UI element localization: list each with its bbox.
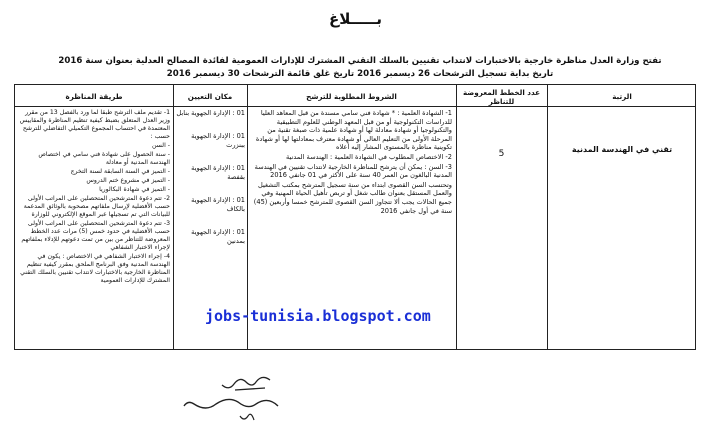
- notice-line-2: تاريخ بداية تسجيل الترشحات 26 ديسمبر 2016 تاريخ غلق قائمة الترشحات 30 ديسمبر 2016: [166, 69, 554, 79]
- condition-age: 3- السن : يمكن أن يترشح للمناظرة الخارجية لانتداب تقنيين في الهندسة المدنية البالغون من العمر 40 سنة على الأكثر في 01 جانفي 2016: [254, 162, 452, 180]
- method-criterion: - السن: [151, 142, 170, 149]
- header-grade: الرتبة: [612, 92, 632, 101]
- notice-title: بـــــلاغ: [329, 10, 382, 28]
- method-criterion: - التميز في مشروع ختم الدروس: [86, 177, 170, 184]
- location-bizerte: 01 : الإدارة الجهوية ببنزرت: [191, 132, 245, 149]
- grade-value: تقني في الهندسة المدنية: [571, 145, 673, 154]
- method-criterion: - التميز في السنة السابقة لسنة التخرج: [70, 168, 170, 175]
- location-nabeul: 01 : الإدارة الجهوية بنابل: [176, 109, 245, 117]
- location-medenine: 01 : الإدارة الجهوية بمدنين: [191, 228, 245, 245]
- condition-age-extension: وتحتسب السن القصوى ابتداء من سنة تسجيل المترشح بمكتب التشغيل والعمل المستقل بعنوان طالب شغل أو تربص تأهيل الحياة المهنية وفي جميع الحالات يجب ألا تتجاوز السن القصوى للمترشح خمسا وأربعين (45) سنة في أول جانفي 2016: [253, 180, 452, 215]
- location-gafsa: 01 : الإدارة الجهوية بقفصة: [191, 164, 245, 181]
- column-divider: [456, 85, 457, 349]
- method-step-2: 2- تتم دعوة المترشحين المتحصلين على المراتب الأولى حسب الأفضلية لإرسال ملفاتهم مصحوبة بالوثائق المدعمة للبيانات التي تم تسجيلها عبر الموقع الإلكتروني للوزارة: [23, 195, 170, 218]
- signature-icon: [170, 368, 290, 428]
- method-step-1: 1- تقديم ملف الترشح طبقا لما ورد بالفصل 13 من مقرر وزير العدل المتعلق بضبط كيفية تنظيم المناظرة والمقاييس المعتمدة في احتساب المجموع التكميلي التفاضلي للترشح حسب :: [19, 109, 170, 140]
- column-divider: [547, 85, 548, 349]
- condition-diploma: 1- الشهادة العلمية : * شهادة فني سامي مسندة من قبل المعاهد العليا للدراسات التكنولوجية أو من قبل المعهد الوطني للعلوم التطبيقية والتكنولوجيا أو شهادة معادلة لها أو شهادة علمية ذات صبغة تقنية من المرحلة الأولى من التعليم العالي أو شهادة معترف بمعادلتها لها أو شهادة تكوينية مناظرة بالمستوى المشار إليه أعلاه: [255, 109, 452, 152]
- watermark-text: jobs-tunisia.blogspot.com: [205, 307, 431, 325]
- condition-specialty: 2- الاختصاص المطلوب في الشهادة العلمية : الهندسة المدنية: [285, 152, 452, 161]
- notice-line-1: تفتح وزارة العدل مناظرة خارجية بالاختبارات لانتداب تقنيين بالسلك التقني المشترك للإدارات العمومية لفائدة المصالح العدلية بعنوان سنة 2016: [58, 56, 662, 66]
- method-step-3: 3- تتم دعوة المترشحين المتحصلين على المراتب الأولى حسب الأفضلية في حدود خمس (5) مرات عدد الخطط المعروضة للتناظر من بين من تمت دعوتهم للإدلاء بملفاتهم لإجراء الاختبار الشفاهي: [21, 220, 170, 251]
- method-criterion: - سنة الحصول على شهادة فني سامي في اختصاص الهندسة المدنية أو معادلة: [38, 151, 170, 166]
- header-count: عدد الخطط المعروضة للتناظر: [462, 87, 541, 106]
- method-criterion: - التميز في شهادة البكالوريا: [99, 186, 170, 193]
- header-conditions: الشروط المطلوبة للترشح: [306, 92, 397, 101]
- header-divider: [15, 106, 695, 107]
- header-location: مكان التعيين: [187, 92, 233, 101]
- minister-signature: [170, 368, 290, 428]
- column-divider: [173, 85, 174, 349]
- header-method: طريقة المناظرة: [65, 92, 123, 101]
- positions-count: 5: [498, 149, 505, 159]
- method-cell: [18, 109, 170, 349]
- method-step-4: 4- إجراء الاختبار الشفاهي في الاختصاص : يكون في الهندسة المدنية وفق البرنامج الملحق بمقرر كيفية تنظيم المناظرة الخارجية بالاختبارات لانتداب تقنيين بالسلك التقني المشترك للإدارات العمومية: [20, 253, 170, 284]
- location-kef: 01 : الإدارة الجهوية بالكاف: [191, 196, 245, 213]
